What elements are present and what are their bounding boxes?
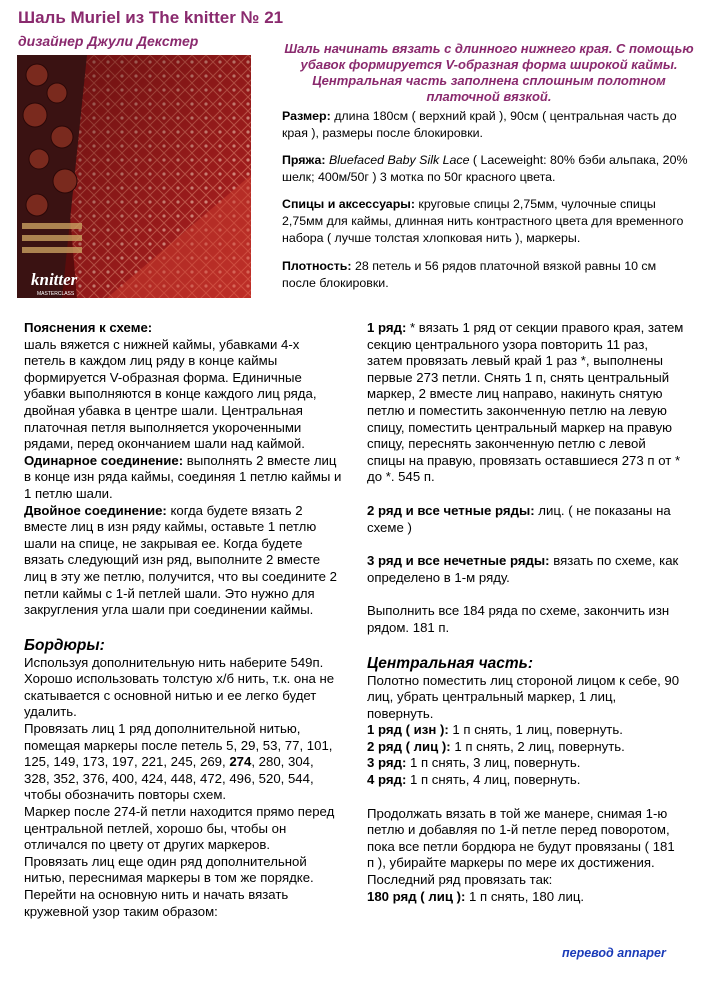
row180-label: 180 ряд ( лиц ): bbox=[367, 888, 466, 904]
borders-heading: Бордюры: bbox=[24, 636, 105, 654]
center-row2-label: 2 ряд ( лиц ): bbox=[367, 738, 451, 754]
borders-markers-center: 274 bbox=[229, 754, 252, 770]
row1-text: * вязать 1 ряд от секции правого края, затем секцию центрального узора повторить 11 раз, затем провязать левый край 1 раз *, выполнены первые 273 петли. Снять 1 п, снять центральный маркер, 2 вместе лиц направо, накинуть снятую петлю и поместить законченную петлю на левую спицу, поместить центральный маркер на правую спицу, переснять законченную петлю с левой спицы на правую, провязать оставшиеся 273 п от * до *. 545 п. bbox=[367, 320, 684, 485]
double-join-text: когда будете вязать 2 вместе лиц в изн ряду каймы, оставьте 1 петлю шали на спице, не закрывая ее. Когда будете вязать следующий изн ряд, выполните 2 вместе лиц в эту же петлю, получится, что вы соедините 2 петли каймы с 1-й петлей шали. Это нужно для закругления угла шали при соединении каймы. bbox=[24, 502, 337, 618]
finish-text: Выполнить все 184 ряда по схеме, закончить изн рядом. 181 п. bbox=[367, 603, 670, 635]
needles-label: Спицы и аксессуары: bbox=[282, 197, 415, 211]
borders-markers-a: Провязать лиц 1 ряд дополнительной нитью, помещая маркеры после петель 5, 29, 53, 77, 101, 125, 149, 173, 197, 221, 245, 269, bbox=[24, 721, 333, 770]
yarn-spec bbox=[282, 152, 692, 186]
intro-text: Шаль начинать вязать с длинного нижнего края. С помощью убавок формируется V-образная форма широкой каймы. Центральная часть заполнена сплошным полотном платочной вязкой. bbox=[284, 41, 694, 104]
borders-markers bbox=[24, 721, 342, 804]
needles-spec bbox=[282, 196, 692, 247]
size-text: длина 180см ( верхний край ), 90см ( центральная часть до края ), размеры после блокировки. bbox=[282, 109, 677, 140]
center-row1-text: 1 п снять, 1 лиц, повернуть. bbox=[448, 722, 623, 738]
center-row3-label: 3 ряд: bbox=[367, 755, 407, 771]
size-label: Размер: bbox=[282, 109, 331, 123]
gauge-text: 28 петель и 56 рядов платочной вязкой равны 10 см после блокировки. bbox=[282, 259, 657, 290]
single-join-text: выполнять 2 вместе лиц в конце изн ряда каймы, соединяя 1 петлю каймы и 1 петлю шали. bbox=[24, 452, 342, 501]
row1-label: 1 ряд: bbox=[367, 320, 407, 335]
continue-text: Продолжать вязать в той же манере, снимая 1-ю петлю и добавляя по 1-й петле перед поворотом, пока все петли бордюра не будут провязаны ( 181 п ), убирайте маркеры по мере их достижения. Последний ряд провязать так: bbox=[367, 805, 675, 888]
size-spec bbox=[282, 108, 692, 142]
right-column bbox=[367, 320, 685, 905]
even-rows-label: 2 ряд и все четные ряды: bbox=[367, 502, 535, 518]
center-row2-text: 1 п снять, 2 лиц, повернуть. bbox=[450, 738, 625, 754]
borders-main-yarn: Перейти на основную нить и начать вязать кружевной узор таким образом: bbox=[24, 887, 289, 919]
yarn-text: ( Laceweight: 80% бэби альпака, 20% шелк; 400м/50г ) 3 мотка по 50г красного цвета. bbox=[282, 153, 688, 184]
gauge-label: Плотность: bbox=[282, 259, 352, 273]
borders-tip: Хорошо использовать толстую х/б нить, т.к. она не скатывается с основной нитью и ее легко будет удалить. bbox=[24, 671, 335, 720]
borders-cast-on: Используя дополнительную нить наберите 549п. bbox=[24, 654, 324, 670]
page-title: Шаль Muriel из The knitter № 21 bbox=[18, 8, 284, 27]
double-join-label: Двойное соединение: bbox=[24, 502, 167, 518]
borders-markers-c: , 280, 304, 328, 352, 376, 400, 424, 448, 472, 496, 520, 544, чтобы обозначить повторы схем. bbox=[24, 754, 314, 803]
center-row4-label: 4 ряд: bbox=[367, 772, 407, 788]
yarn-name: Bluefaced Baby Silk Lace bbox=[325, 153, 470, 167]
knitter-logo-subtext: MASTERCLASS bbox=[37, 291, 75, 297]
translator-signature: перевод annaper bbox=[562, 946, 666, 960]
gauge-spec bbox=[282, 258, 692, 292]
notes-heading: Пояснения к схеме: bbox=[24, 320, 153, 335]
borders-center-marker: Маркер после 274-й петли находится прямо перед центральной петлей, хорошо бы, чтобы он отличался по цвету от других маркеров. bbox=[24, 804, 335, 853]
odd-rows-label: 3 ряд и все нечетные ряды: bbox=[367, 553, 550, 569]
row180-text: 1 п снять, 180 лиц. bbox=[465, 888, 585, 904]
yarn-label: Пряжа: bbox=[282, 153, 326, 167]
knitter-logo: knitter bbox=[31, 270, 78, 289]
borders-second-row: Провязать лиц еще один ряд дополнительной нитью, переснимая маркеры в том же порядке. bbox=[24, 853, 314, 886]
single-join-label: Одинарное соединение: bbox=[24, 452, 184, 468]
odd-rows-text: вязать по схеме, как определено в 1-м ряду. bbox=[367, 553, 679, 585]
center-row4-text: 1 п снять, 4 лиц, повернуть. bbox=[406, 772, 581, 788]
center-intro: Полотно поместить лиц стороной лицом к себе, 90 лиц, убрать центральный маркер, 1 лиц, повернуть. bbox=[367, 672, 680, 721]
needles-text: круговые спицы 2,75мм, чулочные спицы 2,75мм для каймы, длинная нить контрастного цвета для временного набора ( лучше толстая хлопковая нить ), маркеры. bbox=[282, 197, 684, 245]
center-row1-label: 1 ряд ( изн ): bbox=[367, 722, 449, 738]
designer-credit: дизайнер Джули Декстер bbox=[18, 33, 199, 49]
notes-text: шаль вяжется с нижней каймы, убавками 4-х петель в каждом лиц ряду в конце каймы формируется V-образная форма. Единичные убавки выполняются в конце каждого лиц ряда, двойная убавка в центре шали. Центральная платочная петля выполняется укороченными рядами, перед окончанием шали над каймой. bbox=[24, 336, 317, 452]
left-column bbox=[24, 320, 342, 920]
even-rows-text: лиц. ( не показаны на схеме ) bbox=[367, 502, 671, 535]
center-heading: Центральная часть: bbox=[367, 654, 534, 672]
center-row3-text: 1 п снять, 3 лиц, повернуть. bbox=[406, 755, 581, 771]
shawl-photo bbox=[17, 55, 251, 298]
